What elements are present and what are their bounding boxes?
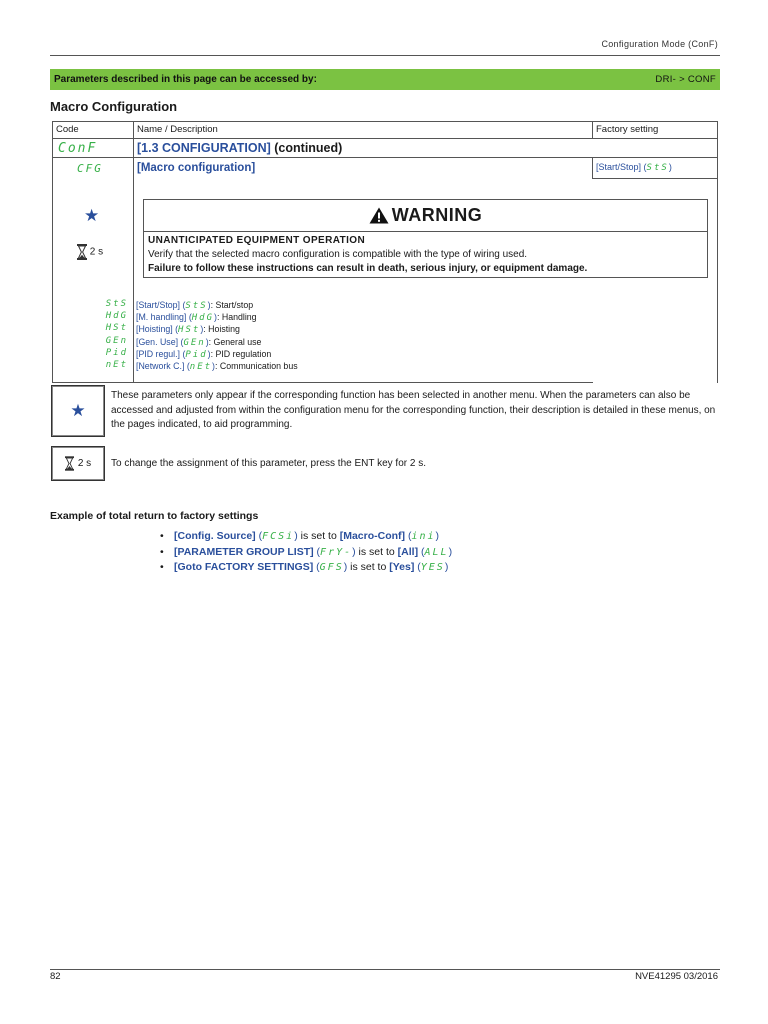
option-label-code: HSt	[178, 325, 201, 336]
time-note-text: To change the assignment of this parameter, press the ENT key for 2 s.	[111, 458, 426, 469]
example-item: • [Config. Source] (FCSi) is set to [Macro-Conf] (ini)	[160, 529, 452, 545]
example-param-code: FrY-	[320, 546, 353, 558]
col-header-factory: Factory setting	[592, 121, 718, 139]
warning-body	[148, 234, 587, 276]
option-item: [Network C.] (nEt): Communication bus	[136, 361, 298, 372]
option-label-code: HdG	[191, 313, 215, 324]
option-label: [Gen. Use]	[136, 336, 179, 347]
option-label: [Start/Stop]	[136, 300, 181, 310]
factory-setting-cell: [Start/Stop] (StS)	[592, 157, 718, 179]
access-bar-path: DRI- > CONF	[655, 74, 716, 85]
example-value: [Macro-Conf]	[339, 530, 406, 542]
warning-triangle-icon	[369, 207, 389, 224]
menu-code-cell	[52, 138, 134, 158]
option-desc: : Start/stop	[210, 300, 254, 310]
hourglass-note-icon	[65, 456, 74, 471]
star-note-box	[51, 385, 105, 437]
option-label: [Network C.]	[136, 361, 185, 371]
option-desc: : Communication bus	[214, 361, 298, 371]
factory-code: StS	[646, 163, 669, 173]
warning-line-2: Failure to follow these instructions can result in death, serious injury, or equipment damage.	[148, 263, 588, 274]
example-mid-text: is set to	[297, 530, 340, 542]
warning-title-bar	[144, 200, 707, 232]
time-note-label: 2 s	[77, 458, 92, 469]
option-label-code: GEn	[183, 337, 206, 348]
example-value-code: YES	[420, 562, 445, 573]
option-item: [Gen. Use] (GEn): General use	[136, 336, 262, 348]
example-mid-text: is set to	[347, 561, 390, 573]
example-item: • [PARAMETER GROUP LIST] (FrY-) is set to [All] (ALL)	[160, 545, 452, 561]
example-value: [All]	[397, 545, 419, 558]
option-code: GEn	[105, 335, 128, 346]
page-section-header: Configuration Mode (ConF)	[601, 39, 718, 49]
time-label: 2 s	[89, 246, 104, 258]
param-code: CFG	[77, 162, 103, 175]
warning-heading: UNANTICIPATED EQUIPMENT OPERATION	[148, 235, 366, 246]
star-icon: ★	[84, 206, 100, 225]
option-code: StS	[105, 299, 128, 309]
section-title: Macro Configuration	[50, 99, 178, 114]
footer-rule	[50, 969, 720, 970]
header-rule	[50, 55, 720, 56]
star-note-icon: ★	[70, 401, 86, 420]
option-item: [PID regul.] (Pid): PID regulation	[136, 348, 272, 360]
option-code: Pid	[105, 347, 128, 358]
time-indicator	[77, 244, 103, 260]
option-item: [M. handling] (HdG): Handling	[136, 312, 257, 324]
example-param: [Config. Source]	[174, 530, 256, 542]
menu-name: [1.3 CONFIGURATION]	[137, 141, 271, 155]
time-note-box	[51, 446, 105, 481]
document-reference: NVE41295 03/2016	[635, 971, 718, 982]
hourglass-icon	[77, 244, 87, 260]
factory-label: [Start/Stop]	[596, 162, 642, 172]
example-list	[160, 529, 452, 576]
example-value: [Yes]	[389, 561, 415, 573]
example-value-code: ALL	[424, 546, 449, 558]
param-name: [Macro configuration]	[137, 162, 256, 174]
example-param-code: FCSi	[262, 531, 295, 542]
option-desc: : Handling	[216, 312, 257, 323]
option-desc: : Hoisting	[203, 324, 240, 335]
example-param-code: GFS	[319, 562, 344, 573]
option-label: [PID regul.]	[136, 348, 181, 359]
example-item: • [Goto FACTORY SETTINGS] (GFS) is set to [Yes] (YES)	[160, 560, 452, 576]
option-item: [Start/Stop] (StS): Start/stop	[136, 300, 254, 311]
warning-line-1: Verify that the selected macro configuration is compatible with the type of wiring used.	[148, 249, 528, 260]
option-desc: : PID regulation	[210, 348, 272, 359]
option-desc: : General use	[208, 336, 262, 347]
option-label: [M. handling]	[136, 312, 187, 323]
access-bar	[50, 69, 720, 90]
col-header-name: Name / Description	[133, 121, 593, 139]
example-mid-text: is set to	[355, 545, 398, 558]
example-param: [PARAMETER GROUP LIST]	[174, 545, 314, 558]
star-note-text: These parameters only appear if the corresponding function has been selected in another menu. When the parameters can also be accessed and adjusted from within the configuration menu for the corresponding function, their description is detailed in these menus, on the pages indicated, to aid programming.	[111, 390, 716, 430]
option-label-code: StS	[185, 301, 208, 311]
col-header-code: Code	[52, 121, 134, 139]
example-value-code: ini	[411, 531, 436, 542]
warning-box	[143, 199, 708, 278]
option-label-code: nEt	[189, 362, 213, 372]
option-item: [Hoisting] (HSt): Hoisting	[136, 324, 240, 336]
example-param: [Goto FACTORY SETTINGS]	[174, 561, 314, 573]
example-title: Example of total return to factory settings	[50, 510, 259, 522]
option-label-code: Pid	[185, 349, 208, 360]
option-code: nEt	[105, 360, 128, 370]
menu-code: ConF	[58, 141, 98, 156]
option-code: HSt	[105, 323, 128, 334]
option-label: [Hoisting]	[136, 324, 173, 335]
access-bar-text: Parameters described in this page can be accessed by:	[54, 74, 317, 85]
menu-name-suffix: (continued)	[270, 141, 343, 155]
table-right-border	[717, 178, 718, 383]
warning-title: WARNING	[391, 205, 483, 225]
page-number: 82	[50, 971, 61, 982]
option-code: HdG	[105, 311, 128, 322]
menu-name-cell	[133, 138, 718, 158]
